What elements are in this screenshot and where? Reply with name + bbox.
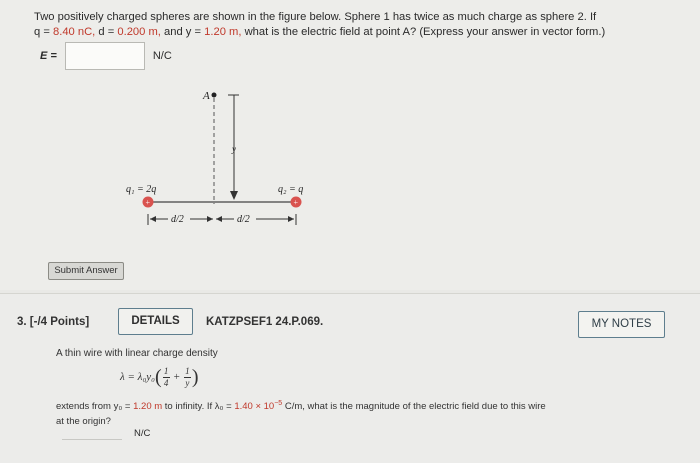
- sphere-1-plus: +: [145, 198, 151, 207]
- question-3-number: 3. [-/4 Points]: [17, 316, 90, 328]
- q1-label: q₁ = 2q: [126, 184, 157, 195]
- question-3-answer-row: [62, 424, 150, 442]
- y-arrowhead: [230, 191, 238, 200]
- q-value: 8.40 nC,: [52, 26, 96, 38]
- y0-value: 1.20 m: [133, 401, 163, 413]
- question-3-unit: N/C: [134, 427, 151, 439]
- electric-field-input[interactable]: [65, 42, 145, 70]
- question-3-body: extends from y₀ = 1.20 m to infinity. If $\lambda_0 = 1.40 \times 10^{-5}$ C/m, what is the magnitude of the electric field due to this wire at the origin?: [56, 400, 546, 428]
- question-3-intro: A thin wire with linear charge density: [56, 348, 218, 359]
- y-label: y: [232, 144, 236, 154]
- y-value: 1.20 m,: [204, 26, 242, 38]
- point-a-label: A: [203, 90, 210, 102]
- submit-answer-button[interactable]: Submit Answer: [48, 262, 124, 280]
- question-2-text: [34, 10, 684, 40]
- problem-code: KATZPSEF1 24.P.069.: [206, 316, 324, 328]
- point-a-dot: [212, 93, 217, 98]
- q2-label: q₂ = q: [278, 184, 304, 195]
- dim-arrowhead-3: [216, 216, 222, 222]
- unit-label: N/C: [152, 50, 172, 62]
- dim-arrowhead-1: [150, 216, 156, 222]
- dim-arrowhead-4: [288, 216, 294, 222]
- charge-density-formula: λ = λ₀y₀ ( $\frac{1}{4}$ + $\frac{1}{y}$ ): [120, 365, 199, 388]
- fraction-one-quarter: $\frac{1}{4}$: [163, 365, 169, 388]
- d-half-left-label: d/2: [171, 214, 184, 225]
- lambda0-value: $1.40 \times 10^{-5}$: [234, 400, 283, 413]
- question-2-line2: q = 8.40 nC, d = 0.200 m, and y = 1.20 m, what is the electric field at point A? (Express your answer in vector form.): [34, 26, 606, 38]
- question-2-line1: Two positively charged spheres are shown in the figure below. Sphere 1 has twice as much charge as sphere 2. If: [34, 11, 597, 23]
- d-value: 0.200 m,: [117, 26, 161, 38]
- details-button[interactable]: DETAILS: [118, 308, 193, 335]
- sphere-2-plus: +: [293, 198, 299, 207]
- d-half-right-label: d/2: [237, 214, 250, 225]
- e-vector-label: E =: [40, 50, 57, 62]
- fraction-one-over-y: $\frac{1}{y}$: [185, 365, 190, 388]
- question-3-answer-input[interactable]: [62, 426, 122, 440]
- my-notes-button[interactable]: MY NOTES: [578, 311, 665, 338]
- dim-arrowhead-2: [207, 216, 213, 222]
- charge-figure: [110, 84, 320, 244]
- answer-row: [40, 42, 172, 70]
